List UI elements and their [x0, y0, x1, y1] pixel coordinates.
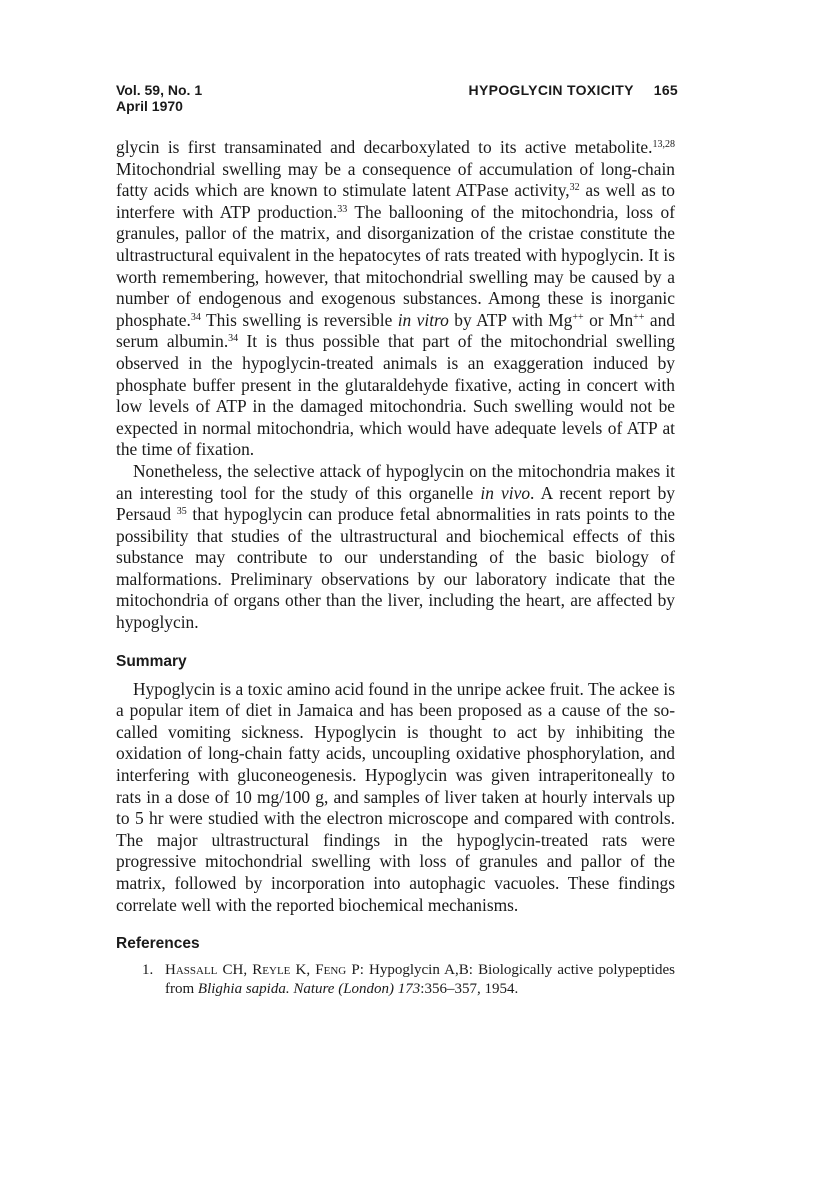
ion-charge: ++ [633, 311, 645, 323]
citation: 33 [337, 203, 348, 215]
text-run: that hypoglycin can produce fetal abnormalities in rats points to the possibility that studies of the ultrastructural and biochemical effects of this substance may contribute to our understanding of the basic biology of malformations. Preliminary observations by our laboratory indicate that the mitochondria of organs other than the liver, including the heart, are affected by hypoglycin. [116, 504, 675, 633]
text-run: and serum albumin. [116, 309, 675, 352]
text-run: The ballooning of the mitochondria, loss of granules, pallor of the matrix, and disorganization of the cristae constitute the ultrastructural equivalent in the hepatocytes of rats treated with hypoglycin. It is worth remembering, however, that mitochondrial swelling may be caused by a number of endogenous and exogenous substances. Among these is inorganic phosphate. [116, 201, 675, 330]
issue-info [116, 82, 202, 114]
reference-number: 1. [142, 962, 154, 979]
citation: 35 [176, 506, 187, 518]
text-run: . A recent report by Persaud [116, 482, 675, 525]
issue-date: April 1970 [116, 98, 183, 114]
citation: 13,28 [652, 139, 675, 150]
running-title-block [469, 82, 678, 98]
text-run: as well as to interfere with ATP production. [116, 180, 675, 222]
reference-volume: 173 [397, 981, 421, 998]
citation: 32 [569, 182, 580, 194]
text-run: Nonetheless, the selective attack of hypoglycin on the mitochondria makes it an interesting tool for the study of this organelle [116, 460, 675, 503]
citation: 34 [228, 333, 239, 345]
reference-item [116, 961, 675, 999]
article-body [116, 137, 675, 999]
summary-paragraph: Hypoglycin is a toxic amino acid found in the unripe ackee fruit. The ackee is a popular item of diet in Jamaica and has been proposed as a cause of the so-called vomiting sickness. Hypoglycin is thought to act by inhibiting the oxidation of long-chain fatty acids, uncoupling oxidative phosphorylation, and interfering with gluconeogenesis. Hypoglycin was given intraperitoneally to rats in a dose of 10 mg/100 g, and samples of liver taken at hourly intervals up to 5 hr were studied with the electron microscope and compared with controls. The major ultrastructural findings in the hypoglycin-treated rats were progressive mitochondrial swelling with loss of granules and pallor of the matrix, followed by incorporation into autophagic vacuoles. These findings correlate well with the reported biochemical mechanisms. [116, 678, 675, 915]
italic-term: in vitro [397, 309, 449, 330]
references-heading: References [116, 935, 200, 953]
ion-charge: ++ [572, 311, 584, 323]
reference-list [116, 961, 675, 999]
text-run: or Mn [583, 309, 634, 330]
reference-species: Blighia sapida. [197, 981, 290, 998]
text-run: by ATP with Mg [448, 309, 573, 330]
citation: 34 [190, 311, 201, 323]
text-run: glycin is first transaminated and decarboxylated to its active metabolite. [116, 137, 653, 157]
summary-heading: Summary [116, 652, 187, 670]
reference-pages: :356–357, 1954. [420, 981, 519, 998]
running-title: HYPOGLYCIN TOXICITY [468, 82, 634, 98]
italic-term: in vivo [480, 482, 531, 503]
text-run: Mitochondrial swelling may be a consequence of accumulation of long-chain fatty acids which are known to stimulate latent ATPase activity, [116, 158, 675, 201]
reference-journal: Nature (London) [293, 981, 395, 998]
reference-title: Hypoglycin A,B: Biologically active polypeptides from [165, 962, 675, 998]
body-paragraph [116, 461, 675, 634]
body-paragraph [116, 137, 675, 461]
reference-authors: Hassall CH, Reyle K, Feng P: [165, 962, 364, 979]
page-number: 165 [653, 82, 678, 98]
text-run: This swelling is reversible [200, 309, 398, 330]
text-run: It is thus possible that part of the mitochondrial swelling observed in the hypoglycin-treated animals is an exaggeration induced by phosphate buffer present in the glutaraldehyde fixative, acting in concert with low levels of ATP in the damaged mitochondria. Such swelling would not be expected in normal mitochondria, which would have adequate levels of ATP at the time of fixation. [116, 331, 675, 460]
volume-number: Vol. 59, No. 1 [116, 82, 203, 98]
